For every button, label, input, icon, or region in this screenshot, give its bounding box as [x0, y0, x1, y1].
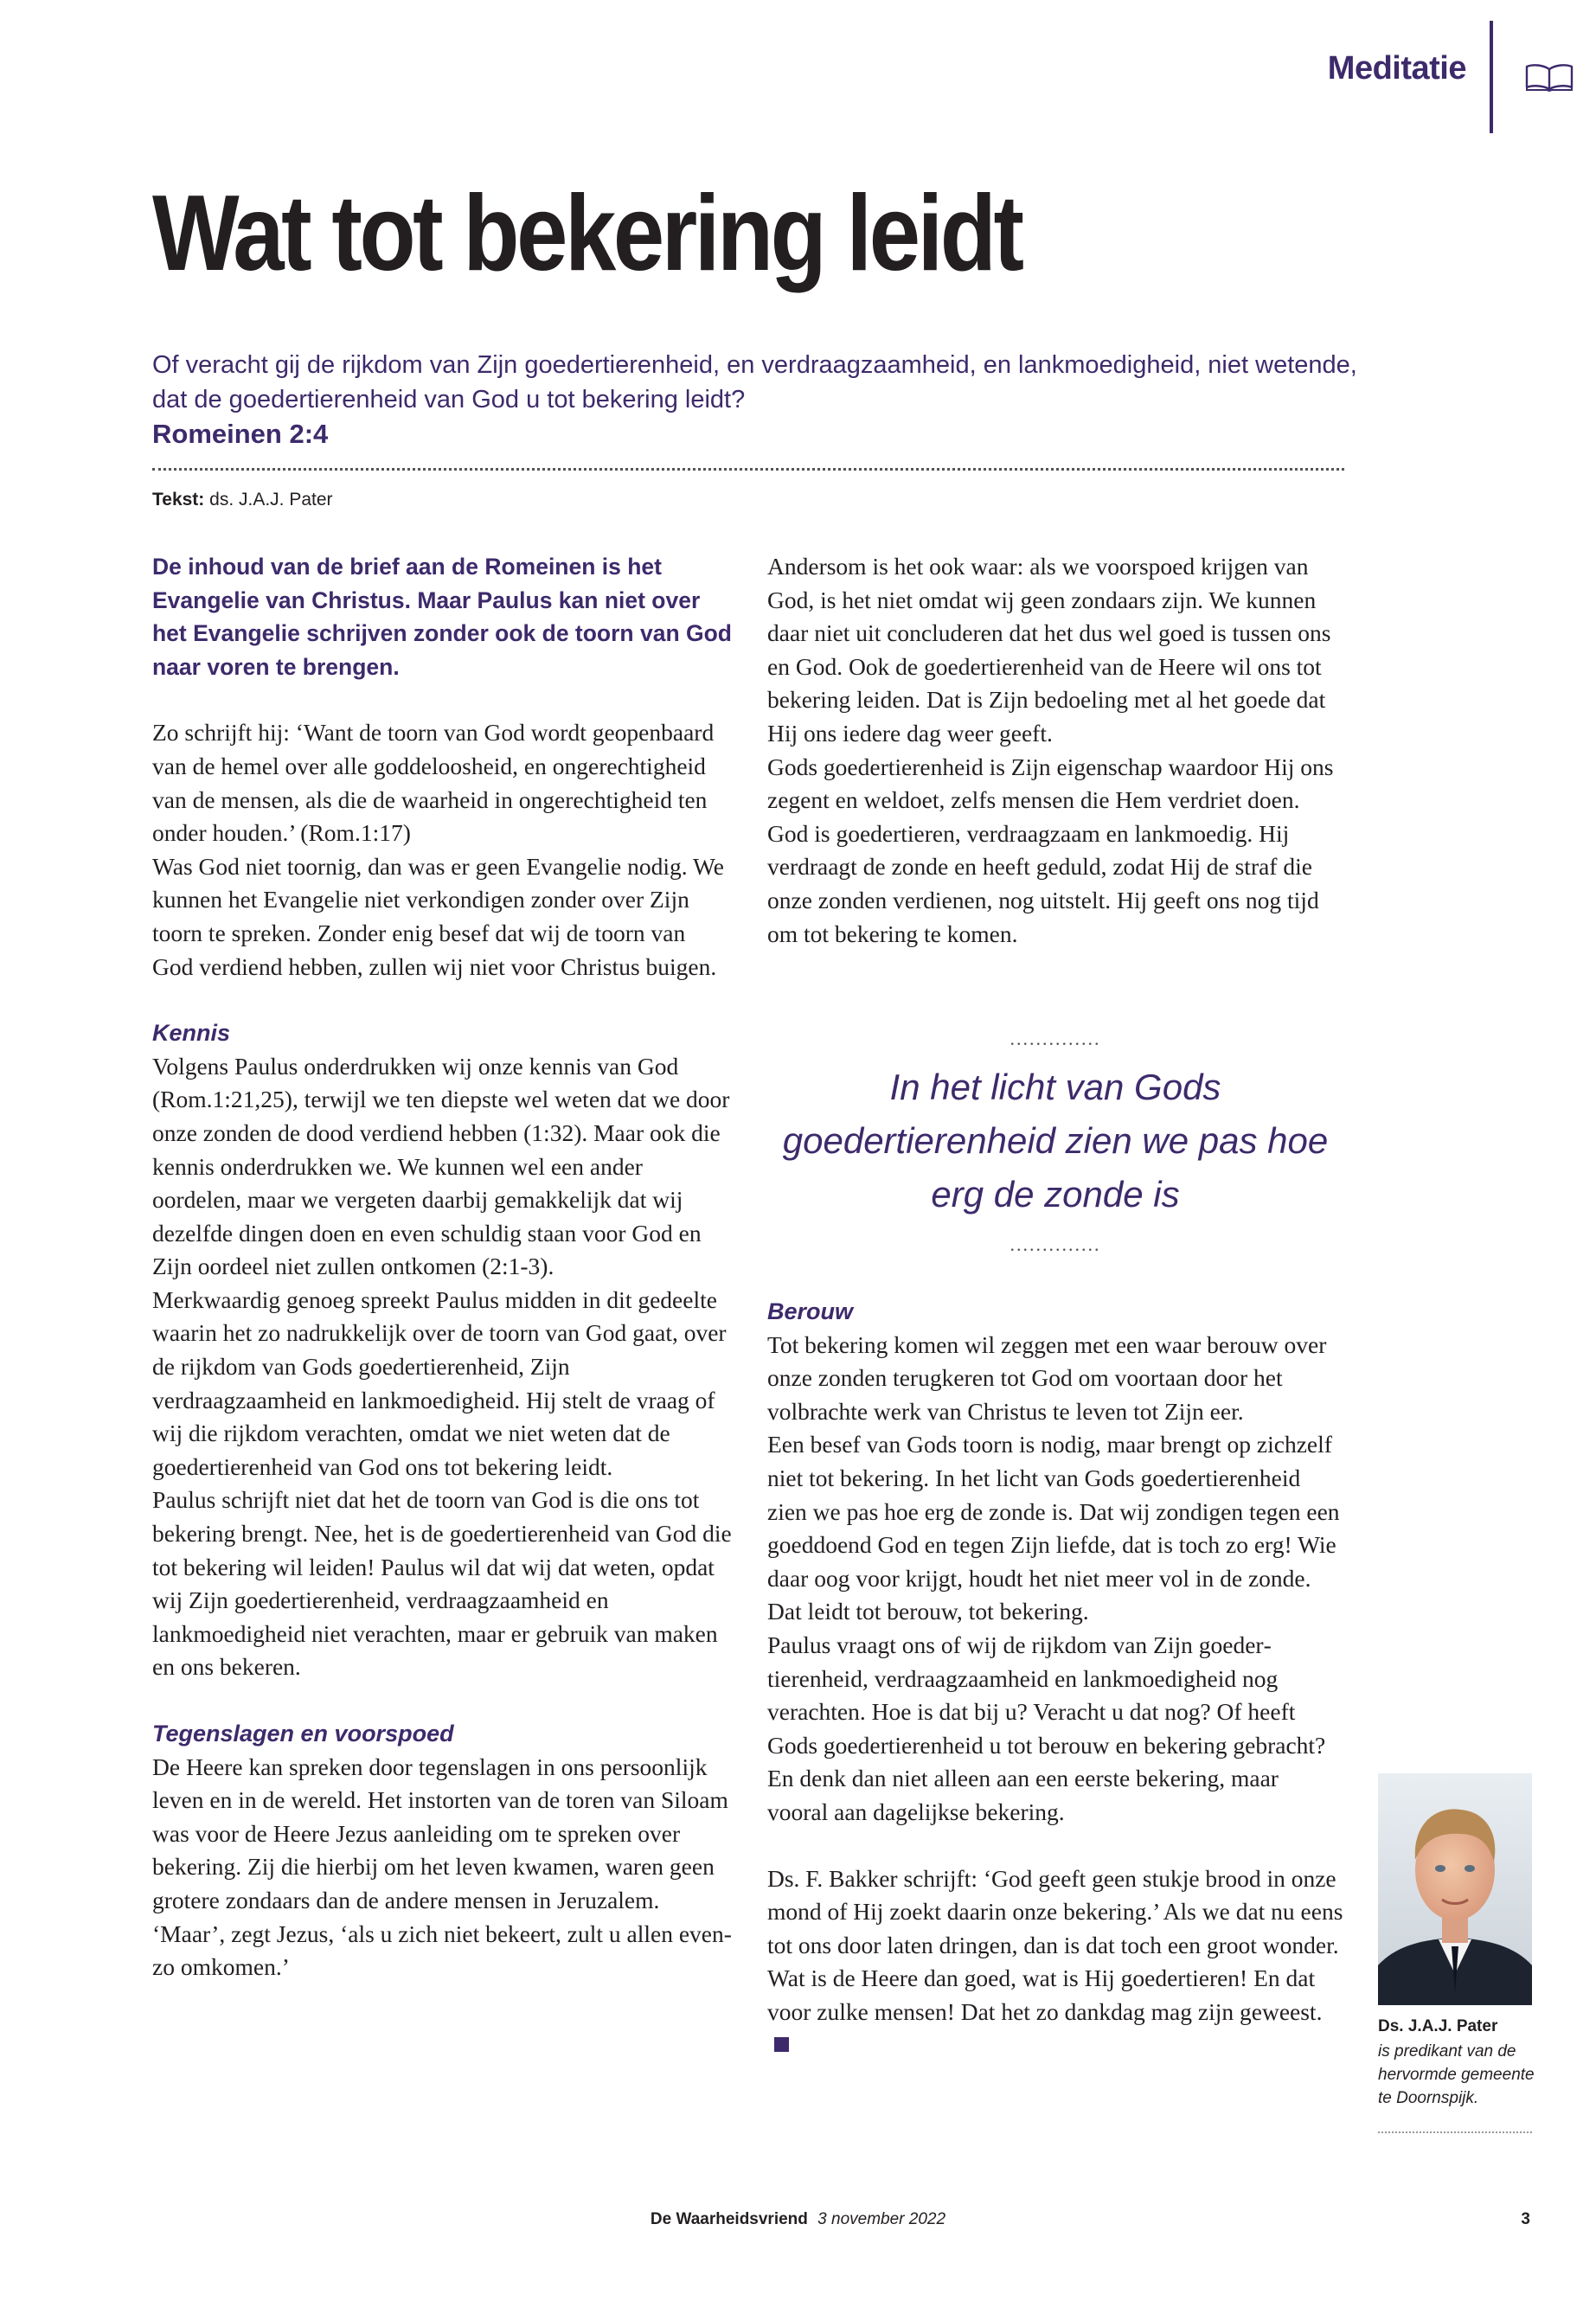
pull-quote-dots: .............. — [1010, 1028, 1101, 1049]
pull-quote-text: In het licht van Gods goedertierenheid zien we pas hoe erg de zonde is — [782, 1067, 1329, 1215]
lead-paragraph: De inhoud van de brief aan de Romeinen is het Evangelie van Christus. Maar Paulus kan niet over het Evangelie schrijven zonder ook de toorn van God naar voren te brengen. — [152, 554, 732, 680]
body-paragraph: Een besef van Gods toorn is nodig, maar brengt op zichzelf niet tot bekering. In het licht van Gods goedertierenheid zien we pas hoe erg de zonde is. Dat wij zondigen tegen een goeddoend God en tegen Zijn liefde, dat is toch zo erg! Wie daar oog voor krijgt, houdt het niet meer vol in de zonde. Dat leidt tot berouw, tot bekering. — [767, 1431, 1340, 1625]
body-paragraph: De Heere kan spreken door tegenslagen in ons persoonlijk leven en in de wereld. Het instorten van de toren van Siloam was voor de Heere Jezus aanleiding om te spreken over bekering. Zij die hierbij om het leven kwamen, waren geen grotere zondaars dan de andere mensen in Jeruzalem. ‘Maar’, zegt Jezus, ‘als u zich niet bekeert, zult u allen evenzo omkomen.’ — [152, 1753, 732, 1981]
byline-label: Tekst: — [152, 490, 205, 510]
subheading-kennis: Kennis — [152, 1020, 231, 1047]
author-bio: is predikant van de hervormde gemeente te Doornspijk. — [1378, 2042, 1535, 2107]
body-paragraph: Tot bekering komen wil zeggen met een waar berouw over onze zonden terugkeren tot God om voortaan door het volbrachte werk van Christus te leven tot Zijn eer. — [767, 1330, 1327, 1425]
right-column-top — [767, 550, 1343, 951]
dotted-divider — [152, 468, 1344, 471]
quote-reference: Romeinen 2:4 — [152, 419, 329, 449]
author-name: Ds. J.A.J. Pater — [1378, 2017, 1498, 2035]
open-book-icon — [1524, 62, 1574, 92]
intro-quote — [152, 348, 1357, 417]
author-photo — [1378, 1773, 1532, 2005]
body-paragraph: Merkwaardig genoeg spreekt Paulus midden in dit gedeelte waarin het zo nadrukkelijk over de toorn van God gaat, over de rijkdom van Gods goedertierenheid, Zijn verdraagzaamheid en lankmoedigheid. Hij stelt de vraag of wij die rijkdom verachten, omdat we niet weten dat de goedertierenheid van God ons tot bekering leidt. — [152, 1285, 727, 1480]
section-label: Meditatie — [1327, 50, 1466, 87]
byline — [152, 490, 333, 510]
pull-quote-dots: .............. — [1010, 1234, 1101, 1255]
author-divider — [1378, 2131, 1532, 2133]
intro-quote-line: dat de goedertierenheid van God u tot bekering leidt? — [152, 386, 746, 413]
body-paragraph: Paulus vraagt ons of wij de rijkdom van Zijn goedertierenheid, verdraagzaamheid en lankmoedigheid nog verachten. Hoe is dat bij u? Veracht u dat nog? Of heeft Gods goedertierenheid u tot berouw en bekering gebracht? En denk dan niet alleen aan een eerste bekering, maar vooral aan dagelijkse bekering. — [767, 1631, 1326, 1825]
body-paragraph: Was God niet toornig, dan was er geen Evangelie nodig. We kunnen het Evangelie niet verkondigen zonder over Zijn toorn te spreken. Zonder enig besef dat wij de toorn van God verdiend hebben, zullen wij niet voor Christus buigen. — [152, 852, 724, 980]
page-title: Wat tot bekering leidt — [152, 174, 1022, 293]
left-column — [152, 550, 732, 1984]
subheading-tegenslagen: Tegenslagen en voorspoed — [152, 1721, 454, 1747]
closing-paragraph — [767, 1862, 1343, 2063]
body-paragraph: Volgens Paulus onderdrukken wij onze kennis van God (Rom.1:21,25), terwijl we ten diepste wel weten dat we door onze zonden de dood verdiend hebben (1:32). Maar ook die kennis onderdrukken we. We kunnen wel een ander oordelen, maar we vergeten daarbij gemakkelijk dat wij dezelfde dingen doen en even schuldig staan voor God en Zijn oordeel niet zullen ontkomen (2:1-3). — [152, 1052, 730, 1280]
closing-text: Ds. F. Bakker schrijft: ‘God geeft geen stukje brood in onze mond of Hij zoekt daarin onze bekering.’ Als we dat nu eens tot ons door laten dringen, dan is dat toch een groot wonder. Wat is de Heere dan goed, wat is Hij goedertieren! En dat voor zulke mensen! Dat het zo dankdag mag zijn geweest. — [767, 1864, 1343, 2025]
pull-quote — [767, 1026, 1343, 1258]
intro-quote-line: Of veracht gij de rijkdom van Zijn goedertierenheid, en verdraagzaamheid, en lankmoedigheid, niet wetende, — [152, 351, 1357, 379]
subheading-berouw: Berouw — [767, 1298, 854, 1324]
section-divider — [1490, 21, 1493, 133]
end-mark-icon — [774, 2037, 789, 2052]
body-paragraph: Andersom is het ook waar: als we voorspoed krijgen van God, is het niet omdat wij geen zondaars zijn. We kunnen daar niet uit concluderen dat het dus wel goed is tussen ons en God. Ook de goedertierenheid van de Heere wil ons tot bekering leiden. Dat is Zijn bedoeling met al het goede dat Hij ons iedere dag weer geeft. — [767, 553, 1331, 747]
body-paragraph: Gods goedertierenheid is Zijn eigenschap waardoor Hij ons zegent en weldoet, zelfs mensen die Hem verdriet doen. God is goedertieren, verdraagzaam en lankmoedig. Hij verdraagt de zonde en heeft geduld, zodat Hij de straf die onze zonden verdienen, nog uitstelt. Hij geeft ons nog tijd om tot bekering te komen. — [767, 753, 1334, 947]
page-number: 3 — [1521, 2210, 1530, 2228]
body-paragraph: Zo schrijft hij: ‘Want de toorn van God wordt geopenbaard van de hemel over alle goddeloosheid, en ongerechtigheid van de mensen, als die de waarheid in ongerechtigheid ten onder houden.’ (Rom.1:17) — [152, 719, 715, 847]
right-column-bottom — [767, 1295, 1343, 2062]
byline-author: ds. J.A.J. Pater — [209, 490, 333, 510]
publication-date: 3 november 2022 — [817, 2210, 946, 2228]
body-paragraph: Paulus schrijft niet dat het de toorn van God is die ons tot bekering brengt. Nee, het is de goedertierenheid van God die tot bekering wil leiden! Paulus wil dat wij dat weten, opdat wij Zijn goedertierenheid, verdraagzaamheid en lankmoedigheid niet verachten, maar er gebruik van maken en ons bekeren. — [152, 1486, 732, 1681]
publication-name: De Waarheidsvriend — [650, 2210, 808, 2228]
page-footer — [0, 2210, 1596, 2229]
